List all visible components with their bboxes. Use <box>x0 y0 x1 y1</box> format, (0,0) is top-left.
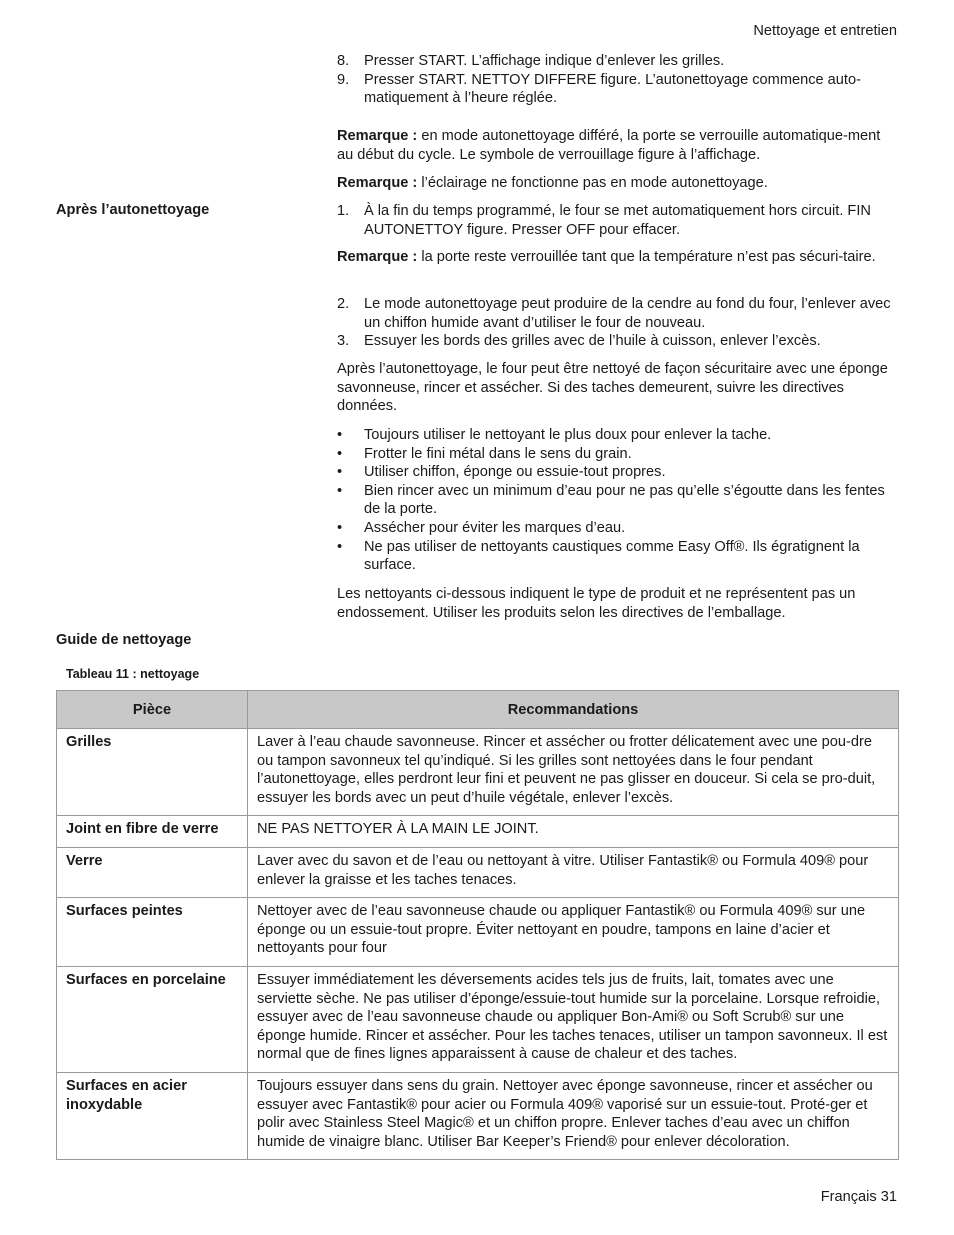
table-caption: Tableau 11 : nettoyage <box>66 667 200 681</box>
note-paragraph: Remarque : en mode autonettoyage différé, la porte se verrouille automatique-ment au début du cycle. Le symbole de verrouillage figure à l’affichage. <box>337 128 881 163</box>
cell-recommendation: Laver avec du savon et de l’eau ou nettoyant à vitre. Utiliser Fantastik® ou Formula 409® pour enlever la graisse et les taches tenaces. <box>248 847 899 897</box>
table-row <box>57 729 899 816</box>
table-header-row <box>57 691 899 729</box>
cleaning-table <box>56 690 899 1160</box>
table-row <box>57 966 899 1072</box>
page-number: Français 31 <box>820 1189 897 1205</box>
cell-piece: Grilles <box>57 729 248 816</box>
list-item: • Assécher pour éviter les marques d’eau. <box>337 519 626 536</box>
after-steps-list-continued <box>337 295 898 351</box>
cell-piece: Surfaces peintes <box>57 898 248 967</box>
list-item: • Frotter le fini métal dans le sens du grain. <box>337 445 632 462</box>
cell-piece: Joint en fibre de verre <box>57 816 248 848</box>
after-paragraph: Après l’autonettoyage, le four peut être nettoyé de façon sécuritaire avec une éponge savonneuse, rincer et assécher. Si des taches demeurent, suivre les directives données. <box>337 361 888 415</box>
table-row <box>57 847 899 897</box>
running-header: Nettoyage et entretien <box>753 23 897 39</box>
cell-recommendation: Essuyer immédiatement les déversements acides tels jus de fruits, lait, tomates avec une serviette sèche. Ne pas utiliser d’éponge/essuie-tout humide sur la porcelaine. Lorsque refroidie, essuyer avec de l’eau savonneuse chaude ou appliquer Bon-Ami® ou Soft Scrub® sur une éponge humide. Rincer et assécher. Pour les taches tenaces, utiliser un tampon savonneux. Il est normal que de fines lignes apparaissent à cause de chaleur et des taches. <box>248 966 899 1072</box>
list-item: 1. À la fin du temps programmé, le four se met automatiquement hors circuit. FIN AUTONETTOY figure. Presser OFF pour effacer. <box>337 203 871 238</box>
disclaimer-paragraph: Les nettoyants ci-dessous indiquent le type de produit et ne représentent pas un endossement. Utiliser les produits selon les directives de l’emballage. <box>337 586 856 621</box>
list-item: 2. Le mode autonettoyage peut produire de la cendre au fond du four, l’enlever avec un chiffon humide avant d’utiliser le four de nouveau. <box>337 296 891 331</box>
list-item: 3. Essuyer les bords des grilles avec de l’huile à cuisson, enlever l’excès. <box>337 333 821 350</box>
note-label: Remarque : <box>337 128 418 144</box>
cell-recommendation: Toujours essuyer dans sens du grain. Nettoyer avec éponge savonneuse, rincer et assécher ou essuyer avec Fantastik® pour acier ou Formula 409® vaporisé sur un essuie-tout. Proté-ger et polir avec Stainless Steel Magic® et un chiffon propre. Enlever taches d’eau avec un chiffon humide de vinaigre blanc. Utiliser Bar Keeper’s Friend® pour enlever décoloration. <box>248 1072 899 1159</box>
cell-recommendation: NE PAS NETTOYER À LA MAIN LE JOINT. <box>248 816 899 848</box>
note-paragraph: Remarque : la porte reste verrouillée tant que la température n’est pas sécuri-taire. <box>337 249 876 265</box>
section-heading-cleaning-guide: Guide de nettoyage <box>56 632 192 648</box>
list-item: • Utiliser chiffon, éponge ou essuie-tout propres. <box>337 464 666 481</box>
tips-bullet-list <box>337 426 898 575</box>
cell-piece: Surfaces en porcelaine <box>57 966 248 1072</box>
note-label: Remarque : <box>337 175 418 191</box>
after-steps-list <box>337 202 898 239</box>
cell-piece: Verre <box>57 847 248 897</box>
list-item: • Ne pas utiliser de nettoyants caustiques comme Easy Off®. Ils égratignent la surface. <box>337 538 860 574</box>
list-item: 9. Presser START. NETTOY DIFFERE figure. L’autonettoyage commence auto-matiquement à l’heure réglée. <box>337 71 861 107</box>
steps-top-list <box>337 52 898 108</box>
table-row <box>57 898 899 967</box>
list-item: 8. Presser START. L’affichage indique d’enlever les grilles. <box>337 53 725 69</box>
column-header-piece: Pièce <box>57 691 248 729</box>
cell-piece: Surfaces en acier inoxydable <box>57 1072 248 1159</box>
list-item: • Toujours utiliser le nettoyant le plus doux pour enlever la tache. <box>337 427 772 443</box>
cell-recommendation: Laver à l’eau chaude savonneuse. Rincer et assécher ou frotter délicatement avec une pou-dre ou tampon savonneux tel qu’indiqué. Si les grilles sont nettoyées dans le four pendant l’autonettoyage, elles perdront leur fini et peuvent ne pas glisser en douceur. Si cela se pro-duit, essuyer les bords avec un peut d’huile végétale, enlever l’excès. <box>248 729 899 816</box>
note-paragraph: Remarque : l’éclairage ne fonctionne pas en mode autonettoyage. <box>337 175 768 191</box>
section-heading-after-self-clean: Après l’autonettoyage <box>56 202 210 218</box>
cell-recommendation: Nettoyer avec de l’eau savonneuse chaude ou appliquer Fantastik® ou Formula 409® sur une éponge ou un essuie-tout propre. Éviter nettoyant en poudre, tampons en laine d’acier et nettoyants pour four <box>248 898 899 967</box>
note-label: Remarque : <box>337 249 418 265</box>
table-row <box>57 816 899 848</box>
list-item: • Bien rincer avec un minimum d’eau pour ne pas qu’elle s’égoutte dans les fentes de la porte. <box>337 482 885 518</box>
column-header-recommendations: Recommandations <box>248 691 899 729</box>
table-row <box>57 1072 899 1159</box>
